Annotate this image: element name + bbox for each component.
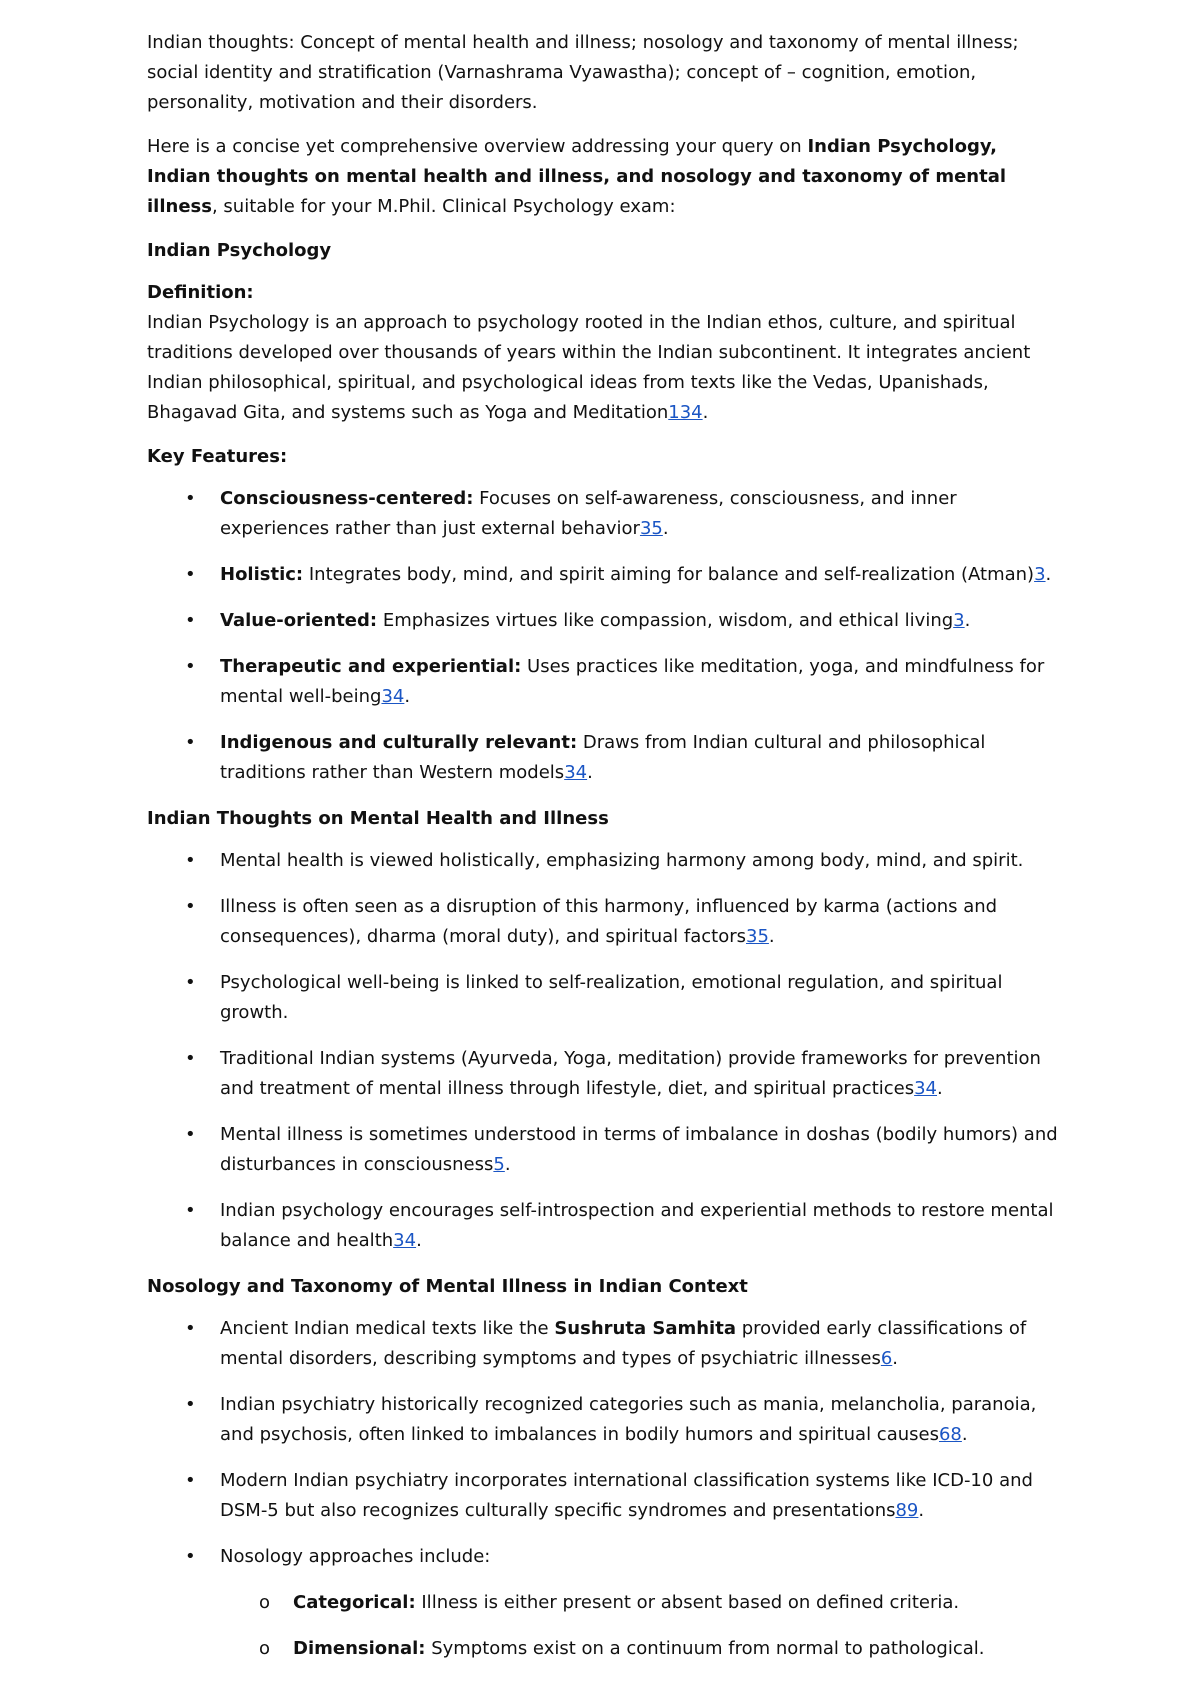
feature-text: Emphasizes virtues like compassion, wisdom, and ethical living (377, 610, 954, 631)
bullet: • (185, 850, 196, 871)
overview-paragraph (147, 132, 1062, 222)
bullet: • (185, 564, 196, 585)
bullet: • (185, 1124, 196, 1145)
list-item: • Indian psychology encourages self-introspection and experiential methods to restore mental balance and health34. (147, 1196, 1062, 1256)
definition-label: Definition: (147, 282, 254, 303)
key-features-list (147, 484, 1062, 788)
feature-text: Focuses on self-awareness, consciousness, and inner experiences rather than just external behavior (220, 488, 957, 539)
citation-link[interactable]: 34 (564, 762, 588, 783)
citation-link[interactable]: 35 (746, 926, 769, 947)
intro-paragraph: Indian thoughts: Concept of mental health and illness; nosology and taxonomy of mental illness; social identity and stratification (Varnashrama Vyawastha); concept of – cognition, emotion, personality, motivation and their disorders. (147, 32, 1019, 113)
nosology-approaches-list (220, 1588, 1062, 1664)
item-text: Indian psychology encourages self-introspection and experiential methods to restore mental balance and health (220, 1200, 1054, 1251)
list-item: • Holistic: Integrates body, mind, and spirit aiming for balance and self-realization (Atman)3. (147, 560, 1062, 590)
item-text: Mental health is viewed holistically, emphasizing harmony among body, mind, and spirit. (220, 850, 1024, 871)
citation-link[interactable]: 68 (938, 1424, 962, 1445)
bullet: • (185, 1200, 196, 1221)
sub-bullet: o (259, 1638, 271, 1659)
list-item: • Traditional Indian systems (Ayurveda, Yoga, meditation) provide frameworks for prevention and treatment of mental illness through lifestyle, diet, and spiritual practices34. (147, 1044, 1062, 1104)
section-title-indian-psychology: Indian Psychology (147, 240, 332, 261)
item-text: Traditional Indian systems (Ayurveda, Yoga, meditation) provide frameworks for prevention and treatment of mental illness through lifestyle, diet, and spiritual practices (220, 1048, 1041, 1099)
item-text: Nosology approaches include: (220, 1546, 491, 1567)
approach-text: Illness is either present or absent based on defined criteria. (415, 1592, 960, 1613)
bullet: • (185, 656, 196, 677)
citation-link[interactable]: 35 (639, 518, 663, 539)
sub-bullet: o (259, 1592, 271, 1613)
definition-text: Indian Psychology is an approach to psychology rooted in the Indian ethos, culture, and spiritual traditions developed over thousands of years within the Indian subcontinent. It integrates ancient Indian philosophical, spiritual, and psychological ideas from texts like the Vedas, Upanishads, Bhagavad Gita, and systems such as Yoga and Meditation (147, 312, 1031, 423)
citation-link[interactable]: 89 (895, 1500, 919, 1521)
citation-link[interactable]: 6 (880, 1348, 893, 1369)
item-text: Indian psychiatry historically recognized categories such as mania, melancholia, paranoia, and psychosis, often linked to imbalances in bodily humors and spiritual causes (220, 1394, 1037, 1445)
citation-link[interactable]: 3 (953, 610, 965, 631)
feature-term: Value-oriented: (220, 610, 378, 631)
feature-text: Integrates body, mind, and spirit aiming for balance and self-realization (Atman) (303, 564, 1035, 585)
citation-link[interactable]: 3 (1034, 564, 1046, 585)
feature-term: Therapeutic and experiential: (220, 656, 522, 677)
section-title-nosology: Nosology and Taxonomy of Mental Illness in Indian Context (147, 1276, 748, 1297)
section-title-mental-health: Indian Thoughts on Mental Health and Illness (147, 808, 609, 829)
feature-term: Consciousness-centered: (220, 488, 474, 509)
bullet: • (185, 1394, 196, 1415)
sub-list-item (220, 1588, 1062, 1618)
list-item: • Indian psychiatry historically recognized categories such as mania, melancholia, paranoia, and psychosis, often linked to imbalances in bodily humors and spiritual causes68. (147, 1390, 1062, 1450)
citation-link[interactable]: 5 (493, 1154, 505, 1175)
list-item: • Mental illness is sometimes understood in terms of imbalance in doshas (bodily humors) and disturbances in consciousness5. (147, 1120, 1062, 1180)
list-item: • Consciousness-centered: Focuses on self-awareness, consciousness, and inner experiences rather than just external behavior35. (147, 484, 1062, 544)
list-item: • Therapeutic and experiential: Uses practices like meditation, yoga, and mindfulness for mental well-being34. (147, 652, 1062, 712)
bullet: • (185, 1470, 196, 1491)
item-bold: Sushruta Samhita (554, 1318, 736, 1339)
item-text: Psychological well-being is linked to self-realization, emotional regulation, and spiritual growth. (220, 972, 1003, 1023)
bullet: • (185, 972, 196, 993)
overview-bold: Indian Psychology, Indian thoughts on mental health and illness, and nosology and taxonomy of mental illness (147, 136, 1007, 217)
citation-link[interactable]: 34 (393, 1230, 417, 1251)
list-item: • Ancient Indian medical texts like the Sushruta Samhita provided early classifications of mental disorders, describing symptoms and types of psychiatric illnesses6. (147, 1314, 1062, 1374)
mental-health-list (147, 846, 1062, 1256)
bullet: • (185, 610, 196, 631)
list-item: • Modern Indian psychiatry incorporates international classification systems like ICD-10 and DSM-5 but also recognizes culturally specific syndromes and presentations89. (147, 1466, 1062, 1526)
feature-term: Indigenous and culturally relevant: (220, 732, 578, 753)
item-text: Ancient Indian medical texts like the (220, 1318, 555, 1339)
citation-link[interactable]: 34 (381, 686, 405, 707)
item-text: Illness is often seen as a disruption of this harmony, influenced by karma (actions and consequences), dharma (moral duty), and spiritual factors (220, 896, 998, 947)
item-text: Mental illness is sometimes understood in terms of imbalance in doshas (bodily humors) and disturbances in consciousness (220, 1124, 1058, 1175)
list-item: • Indigenous and culturally relevant: Draws from Indian cultural and philosophical traditions rather than Western models34. (147, 728, 1062, 788)
definition-paragraph: Indian Psychology is an approach to psychology rooted in the Indian ethos, culture, and spiritual traditions developed over thousands of years within the Indian subcontinent. It integrates ancient Indian philosophical, spiritual, and psychological ideas from texts like the Vedas, Upanishads, Bhagavad Gita, and systems such as Yoga and Meditation134. (147, 312, 1031, 423)
bullet: • (185, 896, 196, 917)
feature-text: Draws from Indian cultural and philosophical traditions rather than Western models (220, 732, 986, 783)
bullet: • (185, 732, 196, 753)
citation-link[interactable]: 134 (668, 402, 703, 423)
bullet: • (185, 1546, 196, 1567)
bullet: • (185, 488, 196, 509)
feature-text: Uses practices like meditation, yoga, and mindfulness for mental well-being (220, 656, 1045, 707)
list-item: • Illness is often seen as a disruption of this harmony, influenced by karma (actions and consequences), dharma (moral duty), and spiritual factors35. (147, 892, 1062, 952)
list-item (147, 968, 1062, 1028)
approach-term: Categorical: (293, 1592, 416, 1613)
item-text: Modern Indian psychiatry incorporates international classification systems like ICD-10 and DSM-5 but also recognizes culturally specific syndromes and presentations (220, 1470, 1033, 1521)
key-features-label: Key Features: (147, 446, 288, 467)
item-text: provided early classifications of mental disorders, describing symptoms and types of psychiatric illnesses (220, 1318, 1027, 1369)
list-item: • Value-oriented: Emphasizes virtues like compassion, wisdom, and ethical living3. (147, 606, 1062, 636)
bullet: • (185, 1318, 196, 1339)
feature-term: Holistic: (220, 564, 304, 585)
nosology-list (147, 1314, 1062, 1664)
bullet: • (185, 1048, 196, 1069)
approach-text: Symptoms exist on a continuum from normal to pathological. (425, 1638, 985, 1659)
list-item (147, 846, 1062, 876)
sub-list-item (220, 1634, 1062, 1664)
approach-term: Dimensional: (293, 1638, 426, 1659)
list-item (147, 1542, 1062, 1664)
overview-prefix: Here is a concise yet comprehensive overview addressing your query on (147, 136, 808, 157)
citation-link[interactable]: 34 (914, 1078, 938, 1099)
document-page (147, 28, 1062, 1680)
overview-suffix: , suitable for your M.Phil. Clinical Psychology exam: (211, 196, 676, 217)
